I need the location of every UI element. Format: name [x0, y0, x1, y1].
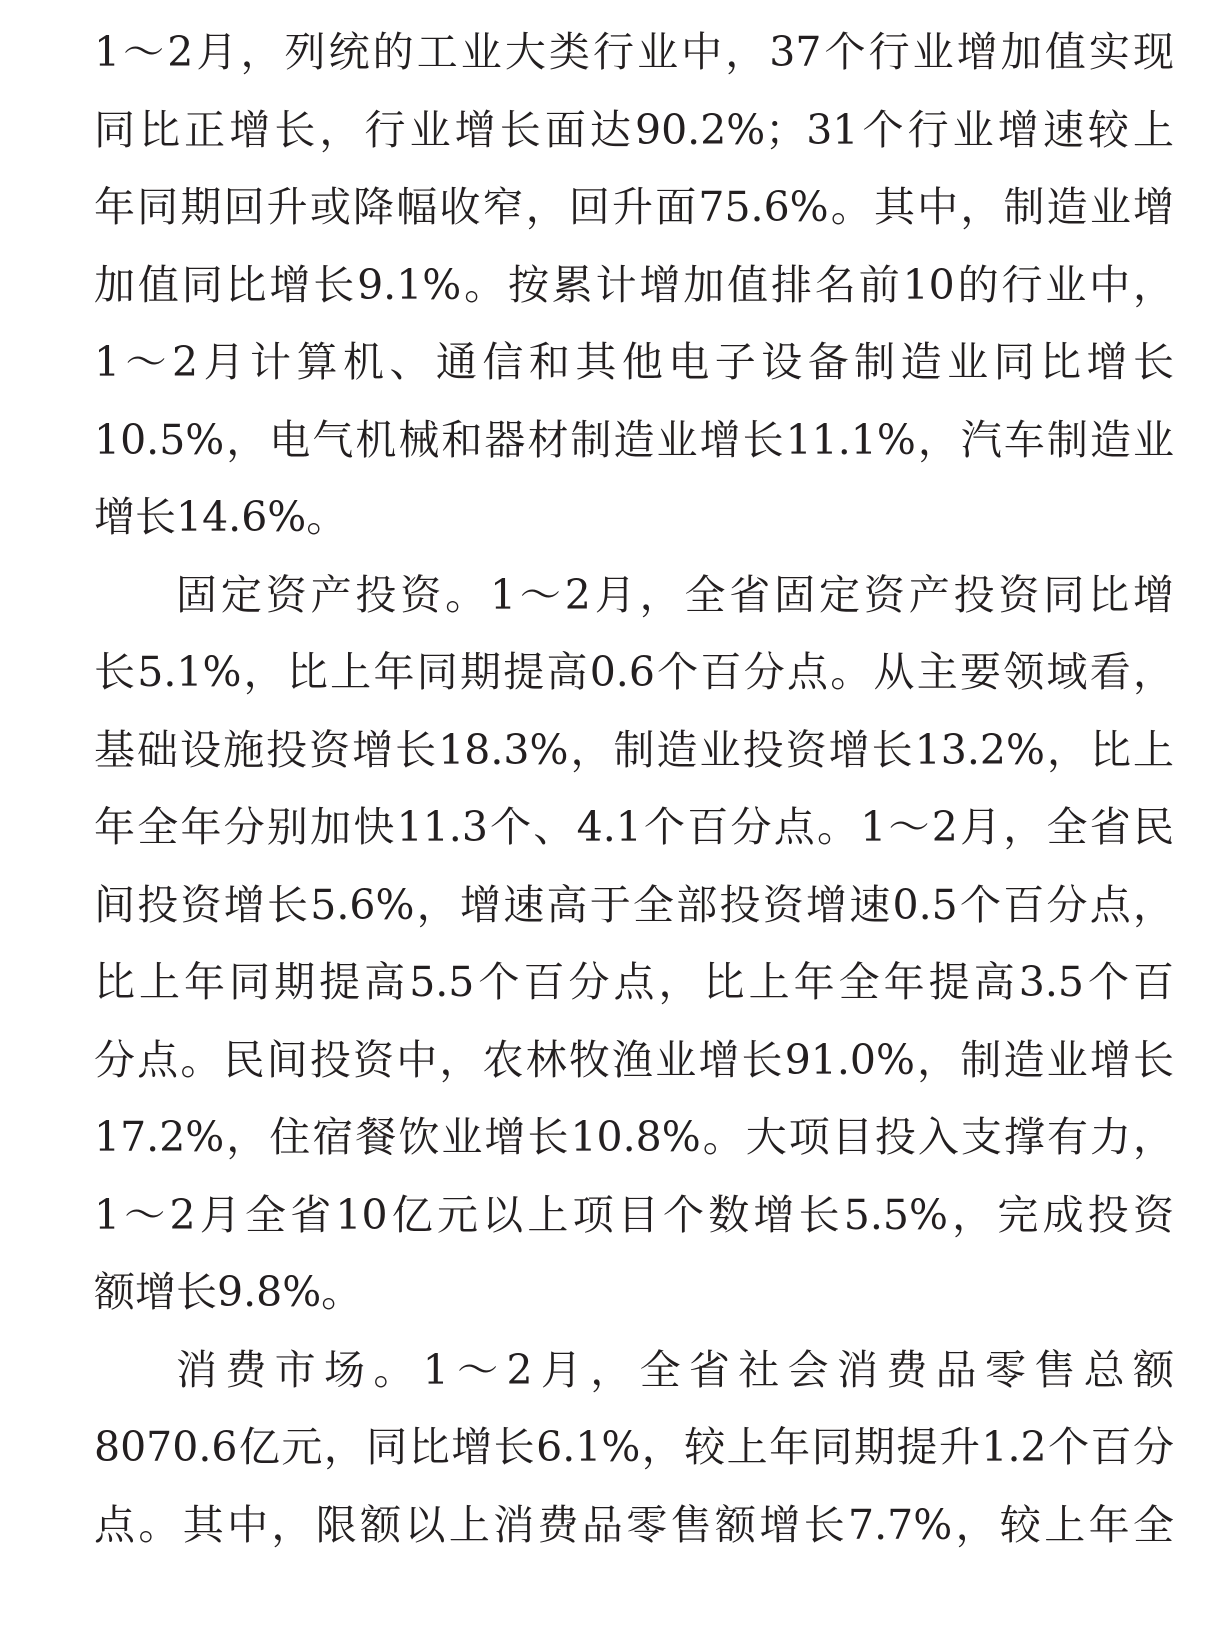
- text-line: 17.2%，住宿餐饮业增长10.8%。大项目投入支撑有力，: [94, 1113, 1174, 1161]
- paragraph-consumer-market: [94, 1332, 1174, 1565]
- text-line: 增长14.6%。: [94, 493, 348, 541]
- text-line: 分点。民间投资中，农林牧渔业增长91.0%，制造业增长: [94, 1035, 1174, 1084]
- text-line: 基础设施投资增长18.3%，制造业投资增长13.2%，比上: [94, 725, 1174, 774]
- text-line: 1～2月计算机、通信和其他电子设备制造业同比增长: [94, 338, 1174, 386]
- text-line: 额增长9.8%。: [94, 1268, 363, 1316]
- text-line: 1～2月，列统的工业大类行业中，37个行业增加值实现: [94, 28, 1174, 76]
- text-line: 年同期回升或降幅收窄，回升面75.6%。其中，制造业增: [94, 183, 1174, 231]
- text-line: 消费市场。1～2月，全省社会消费品零售总额: [176, 1345, 1174, 1394]
- body-text: [94, 14, 1174, 1564]
- paragraph-fixed-asset-investment: [94, 557, 1174, 1332]
- text-line: 固定资产投资。1～2月，全省固定资产投资同比增: [176, 570, 1174, 619]
- paragraph-industry: [94, 14, 1174, 557]
- text-line: 比上年同期提高5.5个百分点，比上年全年提高3.5个百: [94, 958, 1174, 1006]
- text-line: 同比正增长，行业增长面达90.2%；31个行业增速较上: [94, 105, 1174, 154]
- text-line: 1～2月全省10亿元以上项目个数增长5.5%，完成投资: [94, 1190, 1174, 1239]
- text-line: 8070.6亿元，同比增长6.1%，较上年同期提升1.2个百分: [94, 1423, 1174, 1471]
- text-line: 加值同比增长9.1%。按累计增加值排名前10的行业中，: [94, 260, 1174, 309]
- text-line: 10.5%，电气机械和器材制造业增长11.1%，汽车制造业: [94, 415, 1174, 464]
- text-line: 点。其中，限额以上消费品零售额增长7.7%，较上年全: [94, 1500, 1174, 1549]
- text-line: 间投资增长5.6%，增速高于全部投资增速0.5个百分点，: [94, 880, 1174, 929]
- text-line: 年全年分别加快11.3个、4.1个百分点。1～2月，全省民: [94, 803, 1174, 851]
- text-line: 长5.1%，比上年同期提高0.6个百分点。从主要领域看，: [94, 648, 1174, 696]
